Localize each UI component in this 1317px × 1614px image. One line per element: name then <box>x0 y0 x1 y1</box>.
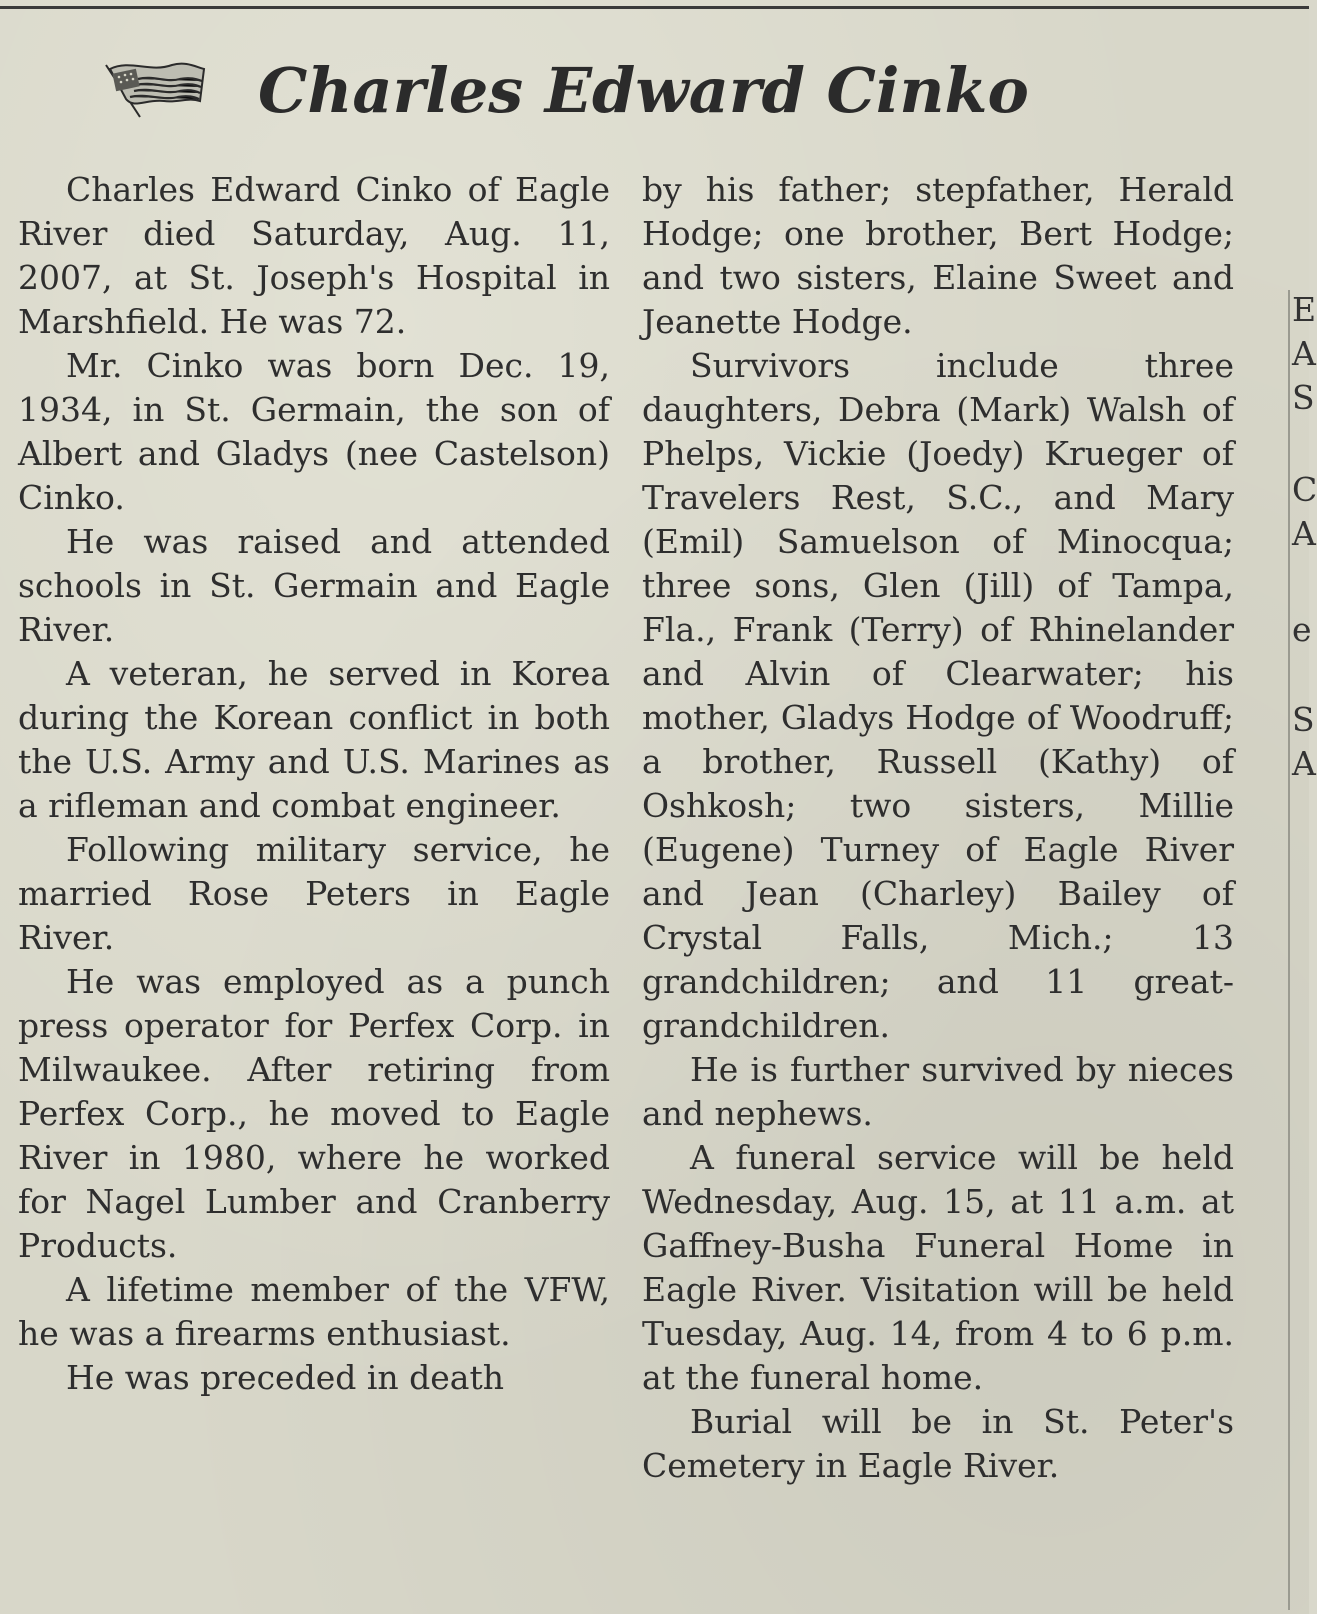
paragraph-vfw: A lifetime member of the VFW, he was a firearms enthusiast. <box>18 1270 610 1353</box>
paragraph-survivors: Survivors include three daughters, Debra (Mark) Walsh of Phelps, Vickie (Joedy) Krueger of Travelers Rest, S.C., and Mary (Emil) Samuelson of Minocqua; three sons, Glen (Jill) of Tampa, Fla., Frank (Terry) of Rhinelander and Alvin of Clearwater; his mother, Gladys Hodge of Woodruff; a brother, Russell (Kathy) of Oshkosh; two sisters, Millie (Eugene) Turney of Eagle River and Jean (Charley) Bailey of Crystal Falls, Mich.; 13 grandchildren; and 11 great-grandchildren. <box>642 346 1234 1045</box>
paragraph-employment: He was employed as a punch press operator for Perfex Corp. in Milwaukee. After retiring from Perfex Corp., he moved to Eagle River in 1980, where he worked for Nagel Lumber and Cranberry Products. <box>18 962 610 1265</box>
paragraph-schooling: He was raised and attended schools in St. Germain and Eagle River. <box>18 522 610 649</box>
adjacent-column-fragment <box>1288 290 1317 1610</box>
top-rule <box>0 6 1309 9</box>
paragraph-marriage: Following military service, he married Rose Peters in Eagle River. <box>18 830 610 957</box>
edge-letter: E <box>1292 290 1317 329</box>
edge-letter: S <box>1292 378 1315 417</box>
paragraph-military: A veteran, he served in Korea during the Korean conflict in both the U.S. Army and U.S. Marines as a rifleman and combat engineer. <box>18 654 610 825</box>
edge-letter: A <box>1292 334 1316 373</box>
edge-letter: S <box>1292 700 1315 739</box>
paragraph-burial: Burial will be in St. Peter's Cemetery in Eagle River. <box>642 1402 1234 1485</box>
obituary-title: Charles Edward Cinko <box>258 53 1029 127</box>
edge-letter: C <box>1292 470 1317 509</box>
american-flag-icon <box>100 55 210 125</box>
edge-letter: e <box>1292 610 1312 649</box>
paragraph-preceded-continued: by his father; stepfather, Herald Hodge; one brother, Bert Hodge; and two sisters, Elaine Sweet and Jeanette Hodge. <box>642 170 1234 341</box>
paragraph-death: Charles Edward Cinko of Eagle River died Saturday, Aug. 11, 2007, at St. Joseph's Hospital in Marshfield. He was 72. <box>18 170 610 341</box>
paragraph-preceded: He was preceded in death <box>66 1358 504 1397</box>
left-column <box>18 168 610 1400</box>
paragraph-funeral: A funeral service will be held Wednesday, Aug. 15, at 11 a.m. at Gaffney-Busha Funeral Home in Eagle River. Visitation will be held Tuesday, Aug. 14, from 4 to 6 p.m. at the funeral home. <box>642 1138 1234 1397</box>
paragraph-nieces: He is further survived by nieces and nephews. <box>642 1050 1234 1133</box>
right-column <box>642 168 1234 1488</box>
obituary-headline <box>100 40 1200 140</box>
edge-letter: A <box>1292 514 1316 553</box>
edge-letter: A <box>1292 744 1316 783</box>
paragraph-birth: Mr. Cinko was born Dec. 19, 1934, in St. Germain, the son of Albert and Gladys (nee Castelson) Cinko. <box>18 346 610 517</box>
